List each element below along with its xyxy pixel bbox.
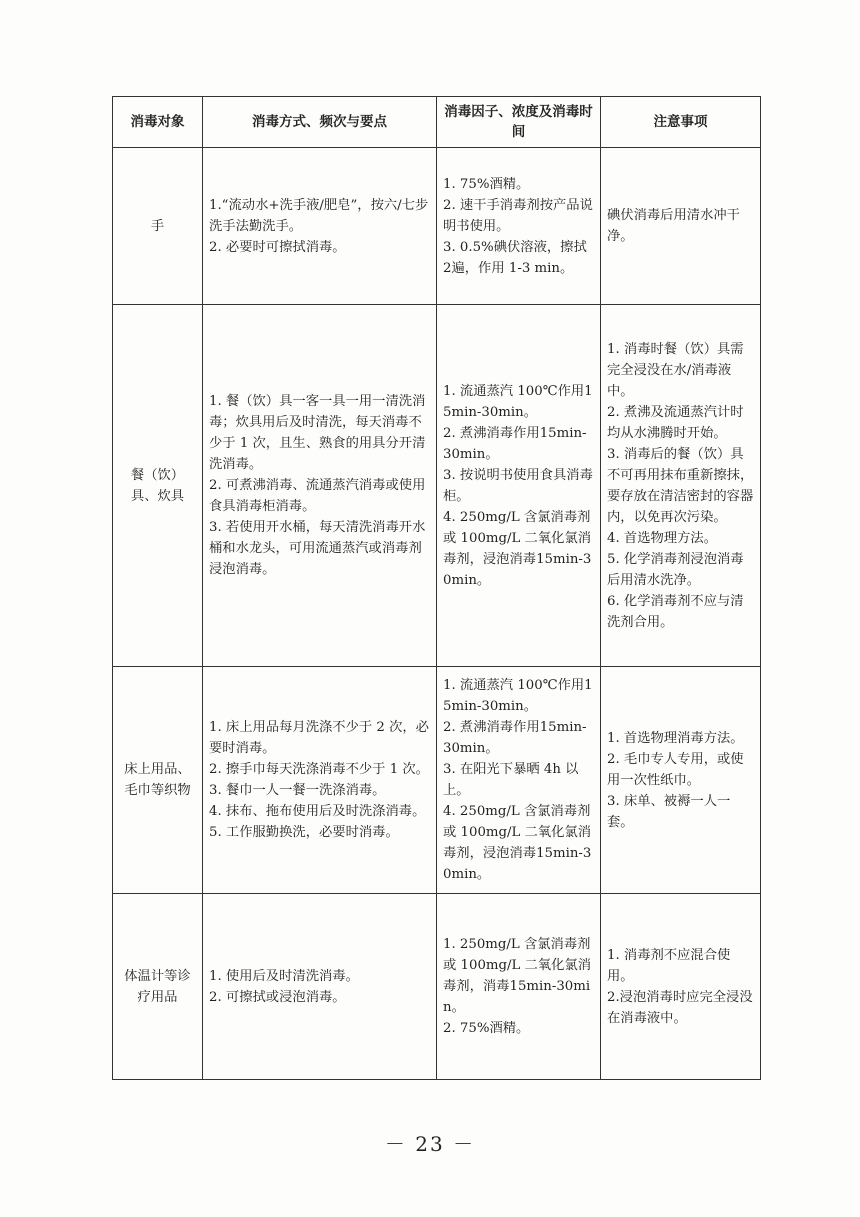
row-object: 餐（饮）具、炊具 [113, 305, 203, 667]
row-notes [601, 667, 761, 894]
row-method [203, 148, 437, 305]
method-item: 2. 可煮沸消毒、流通蒸汽消毒或使用食具消毒柜消毒。 [209, 478, 426, 514]
row-object: 体温计等诊疗用品 [113, 894, 203, 1080]
method-item: 1.“流动水+洗手液/肥皂”，按六/七步洗手法勤洗手。 [209, 197, 429, 234]
note-item: 2. 煮沸及流通蒸汽计时均从水沸腾时开始。 [607, 404, 744, 441]
factor-item: 3. 0.5%碘伏溶液，擦拭2遍，作用 1-3 min。 [443, 239, 587, 276]
row-method [203, 667, 437, 894]
note-item: 4. 首选物理方法。 [607, 530, 717, 546]
factor-item: 4. 250mg/L 含氯消毒剂或 100mg/L 二氧化氯消毒剂，浸泡消毒15min-30min。 [443, 509, 592, 588]
method-item: 2. 必要时可擦拭消毒。 [209, 239, 346, 255]
method-item: 1. 使用后及时清洗消毒。 [209, 968, 359, 984]
row-notes [601, 894, 761, 1080]
row-notes [601, 148, 761, 305]
note-item: 2. 毛巾专人专用，或使用一次性纸巾。 [607, 751, 744, 788]
header-factor: 消毒因子、浓度及消毒时间 [437, 97, 601, 148]
header-object: 消毒对象 [113, 97, 203, 148]
row-factor [437, 148, 601, 305]
row-method [203, 894, 437, 1080]
method-item: 2. 擦手巾每天洗涤消毒不少于 1 次。 [209, 762, 429, 777]
factor-item: 2. 速干手消毒剂按产品说明书使用。 [443, 197, 593, 234]
note-item: 5. 化学消毒剂浸泡消毒后用清水洗净。 [607, 551, 744, 588]
method-item: 3. 若使用开水桶，每天清洗消毒开水桶和水龙头，可用流通蒸汽或消毒剂浸泡消毒。 [209, 520, 426, 577]
factor-item: 3. 在阳光下暴晒 4h 以上。 [443, 762, 579, 798]
factor-item: 1. 流通蒸汽 100℃作用15min-30min。 [443, 383, 593, 420]
factor-item: 1. 流通蒸汽 100℃作用15min-30min。 [443, 678, 593, 714]
factor-item: 2. 75%酒精。 [443, 1021, 530, 1036]
note-item: 1. 消毒时餐（饮）具需完全浸没在水/消毒液中。 [607, 341, 744, 399]
table-row [113, 894, 761, 1080]
table-row [113, 148, 761, 305]
table-row [113, 305, 761, 667]
factor-item: 2. 煮沸消毒作用15min-30min。 [443, 720, 587, 756]
factor-item: 1. 75%酒精。 [443, 176, 530, 192]
note-item: 碘伏消毒后用清水冲干净。 [607, 208, 740, 244]
disinfection-table [112, 96, 761, 1080]
factor-item: 3. 按说明书使用食具消毒柜。 [443, 467, 593, 504]
method-item: 5. 工作服勤换洗，必要时消毒。 [209, 825, 399, 840]
row-factor [437, 305, 601, 667]
factor-item: 1. 250mg/L 含氯消毒剂或 100mg/L 二氧化氯消毒剂，消毒15min-30min。 [443, 937, 592, 1015]
row-method [203, 305, 437, 667]
row-object: 手 [113, 148, 203, 305]
note-item: 1. 首选物理消毒方法。 [607, 730, 744, 746]
row-factor [437, 894, 601, 1080]
row-object: 床上用品、毛巾等织物 [113, 667, 203, 894]
method-item: 3. 餐巾一人一餐一洗涤消毒。 [209, 783, 386, 798]
note-item: 3. 床单、被褥一人一套。 [607, 793, 731, 830]
table-row [113, 667, 761, 894]
header-notes: 注意事项 [601, 97, 761, 148]
factor-item: 4. 250mg/L 含氯消毒剂或 100mg/L 二氧化氯消毒剂，浸泡消毒15min-30min。 [443, 804, 592, 882]
note-item: 6. 化学消毒剂不应与清洗剂合用。 [607, 593, 744, 630]
row-notes [601, 305, 761, 667]
method-item: 1. 床上用品每月洗涤不少于 2 次，必要时消毒。 [209, 720, 429, 756]
note-item: 1. 消毒剂不应混合使用。 [607, 947, 731, 984]
factor-item: 2. 煮沸消毒作用15min-30min。 [443, 425, 587, 462]
row-factor [437, 667, 601, 894]
note-item: 2.浸泡消毒时应完全浸没在消毒液中。 [607, 989, 753, 1026]
header-method: 消毒方式、频次与要点 [203, 97, 437, 148]
method-item: 2. 可擦拭或浸泡消毒。 [209, 989, 346, 1005]
method-item: 4. 抹布、拖布使用后及时洗涤消毒。 [209, 804, 426, 819]
table-header-row [113, 97, 761, 148]
method-item: 1. 餐（饮）具一客一具一用一清洗消毒；炊具用后及时清洗，每天消毒不少于 1 次，且生、熟食的用具分开清洗消毒。 [209, 394, 426, 472]
note-item: 3. 消毒后的餐（饮）具不可再用抹布重新擦抹，要存放在清洁密封的容器内，以免再次污染。 [607, 446, 754, 525]
page-number: － 23 － [384, 1132, 476, 1156]
